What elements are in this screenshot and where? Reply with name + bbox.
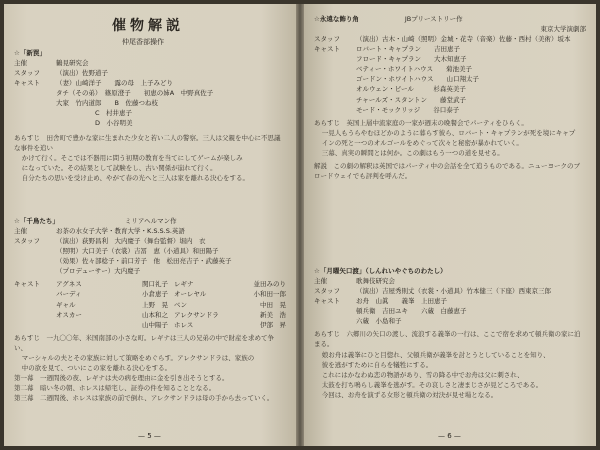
page-number: — 5 — xyxy=(138,432,161,441)
cast-label: キャスト xyxy=(14,280,40,289)
credit-row: D 小谷明美 xyxy=(56,119,133,128)
program-2-heading: ☆「千鳥たち」 xyxy=(14,217,59,225)
program-1-summary: あらすじ 田舎町で豊かな家に生まれた少女と若い二人の警察。三人は父親を中心に不思議な事件を追い かけて行く。そこでは不器用に問う初期の教育を当てにしてゲームが楽しみ になっていた。その結果として試験をし、古い関係が崩れて行く。 自分たちの思いを受け止め、やがて春の光へと三人は家を離れる決心をする。 xyxy=(14,133,281,182)
credit-row: （照明）大口美子（衣裳）吉冨 恵（小道具）和田陽子 xyxy=(56,247,219,256)
program-2-summary: あらすじ 一九〇〇年、米国南部の小さな町。レギナは三人の兄弟の中で財産を求めて争い、 マーシャルの夫とその家族に対して策略をめぐらす。アレクサンドラは、家族の 中の欲を見て、ついにこの家を離れる決心をする。 第一幕 一週間後の夜、レギナは夫の病を理由に金を引き出そうとする。 第二幕 暗い冬の朝、ホレスは帰宅し、証券の件を知ることとなる。 第三幕 二週間後、ホレスは家族の前で倒れ、アレクサンドラは母の手から去っていく。 xyxy=(14,333,274,403)
credit-row: タチ（その弟） 篠原澄子 初恵の姉A 中野真佐子 xyxy=(56,89,214,98)
program-1 xyxy=(14,48,286,183)
credit-row: キャスト （妻）山崎洋子 露の母 上子みどり xyxy=(14,79,173,88)
credit-row: C 村井恵子 xyxy=(56,109,133,118)
program-2-author: ミリアヘルマン作 xyxy=(124,217,177,225)
credit-row: スタッフ （演出）荻野昌利 大内慶子（舞台監督）堀内 衣 xyxy=(14,237,206,246)
program-3 xyxy=(314,14,586,181)
credit-row: 大家 竹内道郎 B 佐藤つね枝 xyxy=(56,99,158,108)
book-spread xyxy=(4,4,596,446)
program-2 xyxy=(14,216,286,403)
credit-row: （プロデューサー）大内慶子 xyxy=(56,267,141,276)
program-3-summary: あらすじ 英国上層中流家庭の一家が週末の晩餐会でパーティをひらく。 一見人もうらやむほどかのように暮らす彼ら、ロバート・キャプランが死を境にキャプ インの死と一つのオルゴールをめぐって次々と秘密が暴かれていく。 三幕、真実の瞬間とは何か。この劇はもう一つの道を見せる。 xyxy=(314,118,576,157)
credit-row: 主催 お茶の水女子大学・教育大学・K.S.S.S.英語 xyxy=(14,227,185,236)
credit-row: 主催 歌舞伎研究会 xyxy=(314,277,395,286)
program-1-heading: ☆「新罠」 xyxy=(14,49,46,57)
program-4-summary: あらすじ 六郷川の矢口の渡し、流浪する義峯の一行は、ここで宿を求めて頓兵衛の家に泊まる。 娘お舟は義峯にひと目惚れ、父頓兵衛が義峯を討とうとしていることを知り、 彼を逃がすために自らを犠牲にする。 これにはかなわぬ恋の物語があり、雪の降る中でお舟は父に刺され、 太鼓を打ち鳴らし義峯を逃がす。その哀しさと凄まじさが見どころである。 今回は、お舟を演ずる女形と頓兵衛の対決が見せ場となる。 xyxy=(314,330,581,399)
credit-row: チャールズ・スタントン 藤堂武子 xyxy=(356,95,466,104)
credit-row: ベティー・ホワイトハウス 菊池美子 xyxy=(356,65,472,74)
credit-row: ゴードン・ホワイトハウス 山口翔太子 xyxy=(356,75,479,84)
page-number: — 6 — xyxy=(438,432,461,441)
credit-row: （効果）佐々部稔子・前口芳子 他 松田亮吉子・武藤英子 xyxy=(56,257,232,266)
credit-row: キャスト ロバート・キャプラン 吉田恵子 xyxy=(314,45,460,54)
credit-row: モード・モックリッジ 谷口泰子 xyxy=(356,105,460,114)
credit-row: スタッフ （演出）古木・山崎（照明）金城・花寺（音楽）佐藤・西村（美術）坂本 xyxy=(314,35,571,44)
credit-row: スタッフ （演出）吉屋秀則丈（衣裳・小道具）竹本健三（下座）西東京三郎 xyxy=(314,287,551,296)
left-page xyxy=(4,4,296,446)
credit-row: 主催 鶴見研究会 xyxy=(14,59,89,68)
credit-row: フロード・キャプラン 大木知恵子 xyxy=(356,55,467,64)
program-3-company: 東京大学演劇部 xyxy=(540,25,586,34)
cast-row: ギャル 上野 晃 ベン 中田 晃 xyxy=(56,300,286,309)
program-4 xyxy=(314,266,586,400)
credit-row: 六蔵 小島和子 xyxy=(356,317,402,326)
page-title: 催物解説 xyxy=(112,18,184,34)
cast-row: 山中陽子 ホレス 伊部 昇 xyxy=(142,320,286,329)
program-3-author: JBプリーストリー作 xyxy=(404,15,463,23)
right-page xyxy=(304,4,596,446)
cast-row: アグネス 関口礼子 レギナ 並田みのり xyxy=(56,280,286,289)
credit-row: スタッフ （演出）佐野道子 xyxy=(14,69,108,78)
credit-row: オルウェン・ピール 杉森英美子 xyxy=(356,85,466,94)
program-3-note: 解説 この劇の解釈は英国ではパーティ中の会話を全て追うものである。ニューヨークのブロードウェイでも評判を呼んだ。 xyxy=(314,161,580,180)
credit-row: キャスト お舟 山眞 義峯 上田恵子 xyxy=(314,297,447,306)
program-1-rows xyxy=(14,58,286,128)
credit-row: 頓兵衛 吉田ユキ 六蔵 白藤恵子 xyxy=(356,307,467,316)
program-3-heading: ☆永遠な飾り角 xyxy=(314,15,359,23)
page-subtitle: 仲尾香部操作 xyxy=(122,38,164,46)
book-gutter xyxy=(296,4,304,446)
cast-row: オスカー 山本和之 アレクサンドラ 新美 浩 xyxy=(56,310,286,319)
program-4-heading: ☆「月曜矢口渡」（しんれいやぐちのわたし） xyxy=(314,267,447,275)
cast-row: バーディ 小倉恵子 オーレヤル 小和田一郎 xyxy=(56,290,286,299)
cast-table xyxy=(56,279,286,329)
